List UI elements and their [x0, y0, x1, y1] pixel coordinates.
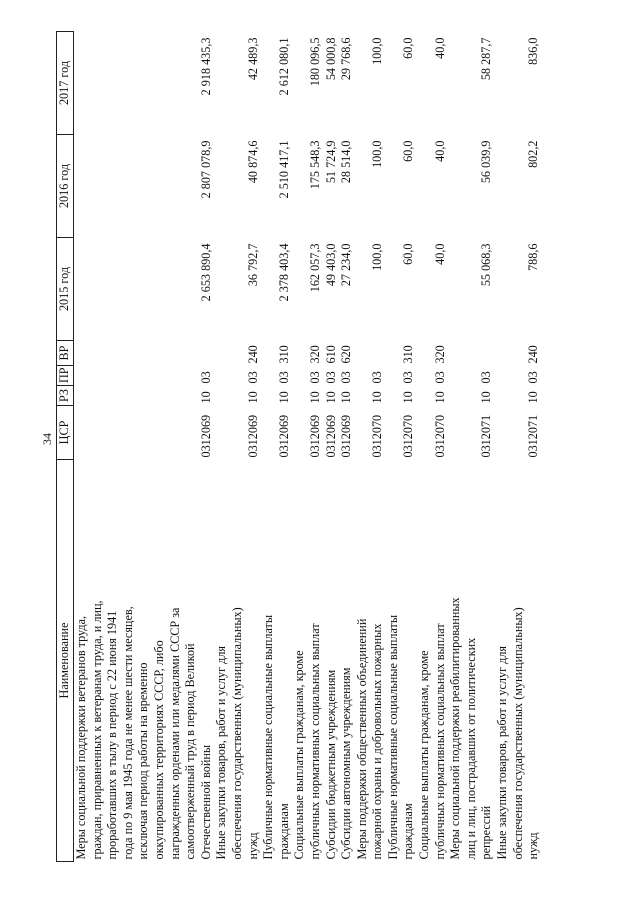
table-row — [324, 32, 340, 862]
cell-2015: 2 378 403,4 — [276, 243, 291, 302]
cell-rz: 10 — [526, 391, 541, 404]
cell-csr: 0312071 — [479, 414, 494, 458]
cell-name: Публичные нормативные социальные выплаты гражданам — [385, 614, 416, 860]
table-row — [355, 32, 386, 862]
cell-2016: 100,0 — [370, 140, 385, 168]
cell-2017: 60,0 — [401, 37, 416, 59]
cell-vr — [355, 341, 386, 366]
cell-2017: 40,0 — [432, 37, 447, 59]
cell-2016: 2 510 417,1 — [276, 140, 291, 199]
table-row — [495, 32, 542, 862]
table-row — [448, 32, 495, 862]
cell-vr: 310 — [401, 345, 416, 364]
cell-rz: 10 — [245, 391, 260, 404]
cell-2015: 36 792,7 — [245, 243, 260, 287]
cell-name: Меры социальной поддержки ветеранов труда, граждан, приравненных к ветеранам труда, и лиц, проработавших в тылу в период с 22 июня 1941 года по 9 мая 1945 года не менее шести месяцев, исключая период работы на временно оккупированных территориях СССР, либо награжденных орденами или медалями СССР за самоотверженный труд в период Великой Отечественной войны — [74, 600, 213, 860]
cell-vr: 320 — [307, 345, 322, 364]
cell-2017: 836,0 — [526, 37, 541, 65]
cell-csr: 0312069 — [339, 414, 354, 458]
cell-2015: 100,0 — [370, 243, 385, 271]
table-row — [214, 32, 261, 862]
cell-2017: 180 096,5 — [307, 37, 322, 87]
cell-vr: 240 — [245, 345, 260, 364]
cell-pr: 03 — [198, 371, 213, 384]
cell-2017: 2 918 435,3 — [198, 37, 213, 96]
cell-name: Социальные выплаты гражданам, кроме публичных нормативных социальных выплат — [417, 623, 447, 860]
table-header-row — [57, 32, 74, 862]
header-pr: ПР — [57, 366, 74, 386]
cell-rz: 10 — [307, 391, 322, 404]
cell-name: Субсидии автономным учреждениям — [339, 667, 354, 860]
cell-csr: 0312069 — [307, 414, 322, 458]
header-csr: ЦСР — [57, 406, 74, 460]
cell-2015: 27 234,0 — [339, 243, 354, 287]
cell-csr: 0312070 — [401, 414, 416, 458]
rotated-page-content — [56, 32, 592, 862]
cell-2016: 51 724,9 — [323, 140, 338, 184]
cell-pr: 03 — [276, 371, 291, 384]
cell-2016: 56 039,9 — [479, 140, 494, 184]
cell-2017: 58 287,7 — [479, 37, 494, 81]
cell-csr: 0312069 — [198, 414, 213, 458]
cell-name: Социальные выплаты гражданам, кроме публичных нормативных социальных выплат — [292, 623, 322, 860]
cell-pr: 03 — [432, 371, 447, 384]
header-2016: 2016 год — [57, 135, 74, 238]
cell-pr: 03 — [370, 371, 385, 384]
cell-pr: 03 — [339, 371, 354, 384]
cell-name: Меры социальной поддержки реабилитированных лиц и лиц, пострадавших от политических репрессий — [448, 597, 494, 860]
cell-csr: 0312070 — [432, 414, 447, 458]
cell-vr: 620 — [339, 345, 354, 364]
table-row — [292, 32, 323, 862]
cell-name: Субсидии бюджетным учреждениям — [323, 669, 338, 860]
cell-rz: 10 — [370, 391, 385, 404]
header-rz: РЗ — [57, 386, 74, 406]
cell-2015: 788,6 — [526, 243, 541, 271]
header-2017: 2017 год — [57, 32, 74, 135]
cell-2016: 802,2 — [526, 140, 541, 168]
cell-2017: 54 000,8 — [323, 37, 338, 81]
cell-pr: 03 — [307, 371, 322, 384]
cell-name: Меры поддержки общественных объединений пожарной охраны и добровольных пожарных — [354, 618, 385, 860]
cell-rz: 10 — [339, 391, 354, 404]
cell-rz: 10 — [276, 391, 291, 404]
cell-2015: 55 068,3 — [479, 243, 494, 287]
cell-name: Публичные нормативные социальные выплаты гражданам — [261, 614, 291, 860]
cell-vr — [448, 341, 495, 366]
cell-pr: 03 — [479, 371, 494, 384]
cell-name: Иные закупки товаров, работ и услуг для обеспечения государственных (муниципальных) нужд — [214, 607, 260, 860]
cell-2017: 29 768,6 — [339, 37, 354, 81]
cell-vr: 240 — [526, 345, 541, 364]
table-row — [386, 32, 417, 862]
table-row — [261, 32, 292, 862]
cell-2016: 40 874,6 — [245, 140, 260, 184]
budget-table — [56, 31, 542, 862]
cell-2017: 2 612 080,1 — [276, 37, 291, 96]
cell-vr: 610 — [323, 345, 338, 364]
cell-csr: 0312070 — [370, 414, 385, 458]
cell-pr: 03 — [401, 371, 416, 384]
cell-csr: 0312069 — [245, 414, 260, 458]
cell-2015: 40,0 — [432, 243, 447, 265]
cell-2015: 60,0 — [401, 243, 416, 265]
cell-pr: 03 — [526, 371, 541, 384]
page-number: 34 — [40, 433, 54, 445]
cell-vr — [74, 341, 215, 366]
cell-vr: 310 — [276, 345, 291, 364]
cell-2017: 42 489,3 — [245, 37, 260, 81]
cell-rz: 10 — [479, 391, 494, 404]
cell-vr: 320 — [432, 345, 447, 364]
cell-pr: 03 — [245, 371, 260, 384]
table-row — [74, 32, 215, 862]
table-row — [417, 32, 448, 862]
cell-2016: 28 514,0 — [339, 140, 354, 184]
cell-2016: 2 807 078,9 — [198, 140, 213, 199]
cell-2016: 40,0 — [432, 140, 447, 162]
cell-rz: 10 — [432, 391, 447, 404]
cell-name: Иные закупки товаров, работ и услуг для обеспечения государственных (муниципальных) нужд — [495, 607, 541, 860]
cell-2017: 100,0 — [370, 37, 385, 65]
cell-pr: 03 — [323, 371, 338, 384]
header-2015: 2015 год — [57, 238, 74, 341]
header-name: Наименование — [57, 460, 74, 862]
cell-2015: 2 653 890,4 — [198, 243, 213, 302]
cell-csr: 0312069 — [323, 414, 338, 458]
cell-rz: 10 — [323, 391, 338, 404]
cell-2015: 162 057,3 — [307, 243, 322, 293]
table-row — [339, 32, 355, 862]
cell-2016: 175 548,3 — [307, 140, 322, 190]
cell-csr: 0312069 — [276, 414, 291, 458]
cell-csr: 0312071 — [526, 414, 541, 458]
cell-rz: 10 — [198, 391, 213, 404]
header-vr: ВР — [57, 341, 74, 366]
cell-rz: 10 — [401, 391, 416, 404]
cell-2015: 49 403,0 — [323, 243, 338, 287]
cell-2016: 60,0 — [401, 140, 416, 162]
